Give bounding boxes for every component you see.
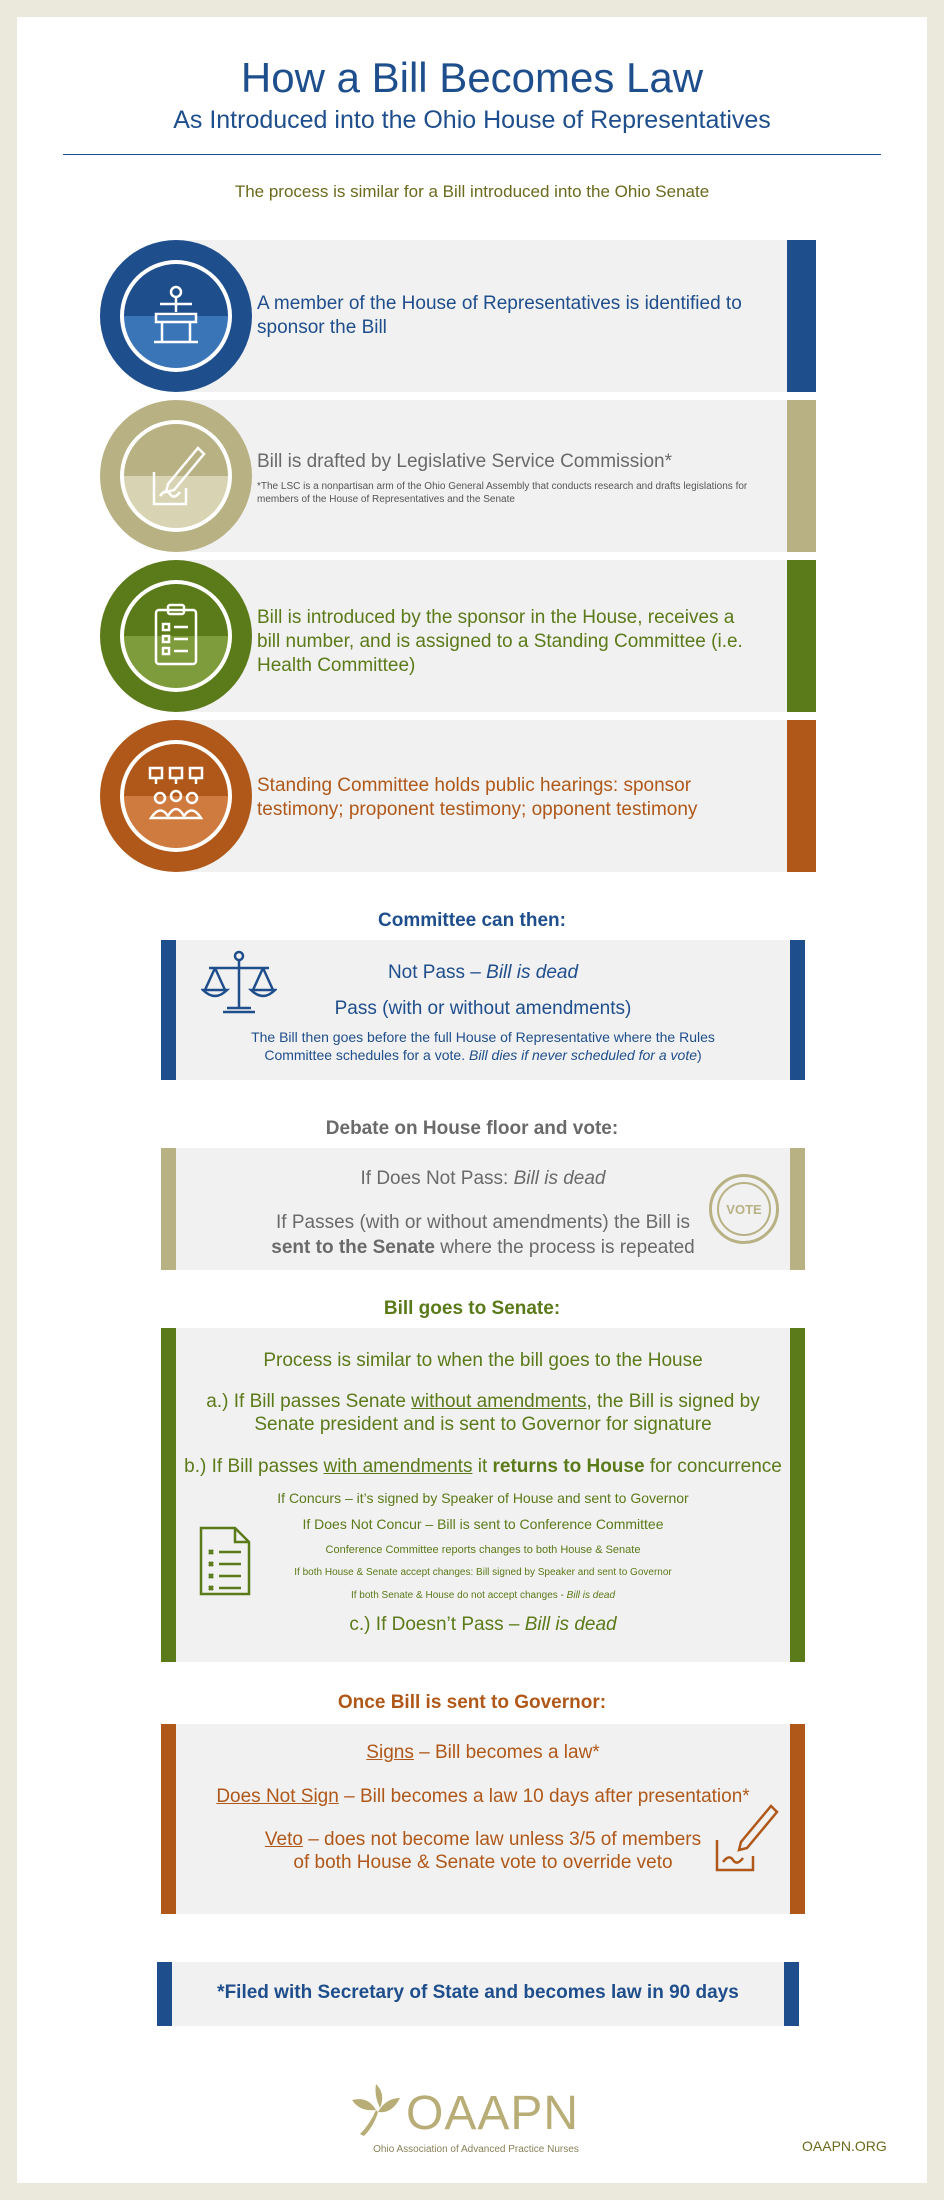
page-title: How a Bill Becomes Law xyxy=(240,54,704,101)
debate-heading: Debate on House floor and vote: xyxy=(325,1118,619,1139)
concur-line: If Concurs – it’s signed by Speaker of House and sent to Governor xyxy=(277,1490,689,1506)
not-pass-line: Not Pass – Bill is dead xyxy=(387,962,579,983)
senate-heading: Bill goes to Senate: xyxy=(383,1298,561,1319)
governor-heading: Once Bill is sent to Governor: xyxy=(337,1692,607,1713)
governor-box xyxy=(161,1724,805,1914)
step-sponsor xyxy=(100,240,816,392)
senate-option-a: a.) If Bill passes Senate without amendments, the Bill is signed by Senate president and is sent to Governor for signature xyxy=(206,1391,760,1435)
no-concur-line: If Does Not Concur – Bill is sent to Conference Committee xyxy=(302,1516,664,1532)
clipboard-checklist-icon xyxy=(146,602,206,668)
pass-line: Pass (with or without amendments) xyxy=(334,998,632,1019)
step-text: Bill is drafted by Legislative Service Commission* xyxy=(257,451,672,472)
oaapn-leaf-logo-icon xyxy=(346,2080,406,2138)
filed-note-box xyxy=(157,1962,799,2026)
oaapn-logo-subtitle: Ohio Association of Advanced Practice Nurses xyxy=(373,2144,579,2155)
senate-line-1: Process is similar to when the bill goes to the House xyxy=(263,1350,703,1371)
signing-pen-icon xyxy=(713,1802,781,1874)
step-text: A member of the House of Representatives is identified to sponsor the Bill xyxy=(257,293,742,338)
senate-option-b: b.) If Bill passes with amendments it returns to House for concurrence xyxy=(184,1456,782,1477)
step-text: Bill is introduced by the sponsor in the House, receives a bill number, and is assigned to a Standing Committee (i.e. Health Committee) xyxy=(257,607,743,676)
reject-line: If both Senate & House do not accept changes - Bill is dead xyxy=(350,1590,616,1601)
debate-fail-line: If Does Not Pass: Bill is dead xyxy=(360,1168,606,1189)
website-link[interactable]: OAAPN.ORG xyxy=(802,2138,887,2154)
senate-box xyxy=(161,1328,805,1662)
veto-line: Veto – does not become law unless 3/5 of members of both House & Senate vote to override veto xyxy=(264,1829,702,1873)
page-subtitle: As Introduced into the Ohio House of Representatives xyxy=(173,106,771,134)
filed-note: *Filed with Secretary of State and becomes law in 90 days xyxy=(217,1982,739,2003)
step-footnote: *The LSC is a nonpartisan arm of the Ohio General Assembly that conducts research and drafts legislations for members of the House of Representatives and the Senate xyxy=(257,481,748,505)
step-introduced xyxy=(100,560,816,712)
step-text: Standing Committee holds public hearings: sponsor testimony; proponent testimony; opponent testimony xyxy=(257,775,698,820)
debate-pass-line: If Passes (with or without amendments) the Bill is sent to the Senate where the process is repeated xyxy=(271,1212,695,1258)
podium-icon xyxy=(146,282,206,348)
committee-box xyxy=(161,940,805,1080)
not-sign-line: Does Not Sign – Bill becomes a law 10 days after presentation* xyxy=(216,1786,750,1807)
pen-document-icon xyxy=(146,442,206,508)
accept-line: If both House & Senate accept changes: Bill signed by Speaker and sent to Governor xyxy=(294,1567,672,1578)
checklist-document-icon xyxy=(197,1524,253,1598)
step-hearings xyxy=(100,720,816,872)
step-drafting xyxy=(100,400,816,552)
oaapn-logo: OAAPN xyxy=(406,2087,580,2140)
committee-detail: The Bill then goes before the full House of Representative where the Rules Committee schedules for a vote. Bill dies if never scheduled for a vote) xyxy=(251,1029,715,1063)
title-divider xyxy=(63,154,881,155)
senate-option-c: c.) If Doesn’t Pass – Bill is dead xyxy=(349,1614,617,1635)
signs-line: Signs – Bill becomes a law* xyxy=(366,1742,600,1763)
vote-badge-icon: VOTE xyxy=(709,1174,779,1244)
senate-note: The process is similar for a Bill introduced into the Ohio Senate xyxy=(234,182,710,201)
conference-line: Conference Committee reports changes to both House & Senate xyxy=(325,1544,641,1556)
audience-icon xyxy=(146,762,206,828)
debate-box xyxy=(161,1148,805,1270)
committee-heading: Committee can then: xyxy=(378,910,566,931)
